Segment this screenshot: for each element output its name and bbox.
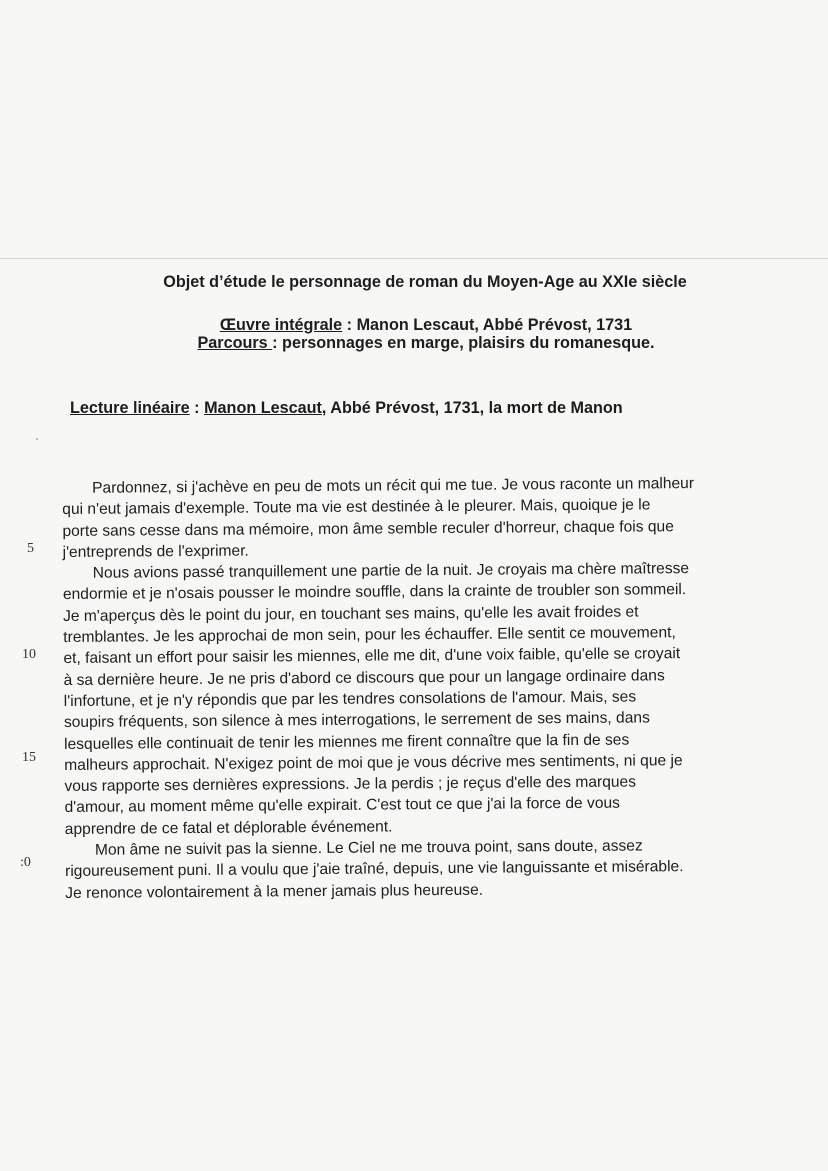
oeuvre-text: : Manon Lescaut, Abbé Prévost, 1731: [342, 316, 633, 334]
oeuvre-integrale-heading: [46, 316, 806, 335]
parcours-text: : personnages en marge, plaisirs du romanesque.: [272, 334, 655, 352]
parcours-label: Parcours: [197, 334, 273, 352]
text-line: malheurs approchait. N'exigez point de moi que je vous décrive mes sentiments, ni que je: [64, 751, 683, 774]
text-line: l'infortune, et je n'y répondis que par les tendres consolations de l'amour. Mais, ses: [63, 688, 637, 710]
text-line: tremblantes. Je les approchai de mon sein, pour les échauffer. Elle sentit ce mouvement,: [63, 624, 676, 647]
page-top-edge: [0, 258, 828, 259]
oeuvre-label: Œuvre intégrale: [219, 316, 343, 334]
text-line: Je m'aperçus dès le point du jour, en touchant ses mains, qu'elle les avait froides et: [63, 603, 639, 625]
text-line: Je renonce volontairement à la mener jamais plus heureuse.: [65, 881, 484, 902]
text-line: soupirs fréquents, son silence à mes interrogations, le serrement de ses mains, dans: [63, 709, 650, 732]
text-line: d'amour, au moment même qu'elle expirait. C'est tout ce que j'ai la force de vous: [64, 795, 621, 817]
extract-text: [62, 472, 805, 904]
text-line: vous rapporte ses dernières expressions. Je la perdis ; je reçus d'elle des marques: [64, 773, 637, 796]
text-line: apprendre de ce fatal et déplorable événement.: [64, 818, 393, 838]
lecture-title: Manon Lescaut: [204, 399, 322, 417]
line-number-15: 15: [22, 750, 36, 765]
lecture-label: Lecture linéaire: [70, 399, 190, 417]
lecture-sep: :: [189, 399, 205, 417]
text-line: Pardonnez, si j'achève en peu de mots un récit qui me tue. Je vous raconte un malheur: [92, 475, 695, 497]
line-number-20: :0: [20, 855, 31, 870]
text-line: porte sans cesse dans ma mémoire, mon âme semble reculer d'horreur, chaque fois que: [62, 517, 674, 540]
text-line: qui n'eut jamais d'exemple. Toute ma vie est destinée à le pleurer. Mais, quoique je le: [62, 496, 651, 519]
objet-etude-heading: Objet d’étude le personnage de roman du Moyen-Age au XXIe siècle: [163, 273, 687, 291]
text-line: et, faisant un effort pour saisir les miennes, elle me dit, d'une voix faible, qu'elle se croyait: [63, 645, 681, 668]
line-number-5: 5: [27, 541, 34, 556]
lecture-lineaire-heading: [70, 399, 623, 418]
text-line: endormie et je n'osais pousser le moindre souffle, dans la crainte de troubler son sommeil.: [62, 581, 687, 604]
text-line: rigoureusement puni. Il a voulu que j'aie traîné, depuis, une vie languissante et misérable.: [65, 858, 684, 881]
text-line: Nous avions passé tranquillement une partie de la nuit. Je croyais ma chère maîtresse: [92, 560, 690, 582]
text-line: à sa dernière heure. Je ne pris d'abord ce discours que pour un langage ordinaire dans: [63, 666, 665, 689]
line-number-10: 10: [22, 647, 36, 662]
parcours-heading: [46, 334, 806, 353]
lecture-rest: , Abbé Prévost, 1731, la mort de Manon: [321, 399, 623, 417]
text-line: j'entreprends de l'exprimer.: [62, 542, 249, 561]
text-line: lesquelles elle continuait de tenir les miennes me firent connaître que la fin de ses: [64, 731, 630, 753]
scan-speck: [36, 438, 38, 440]
text-line: Mon âme ne suivit pas la sienne. Le Ciel ne me trouva point, sans doute, assez: [94, 837, 643, 859]
